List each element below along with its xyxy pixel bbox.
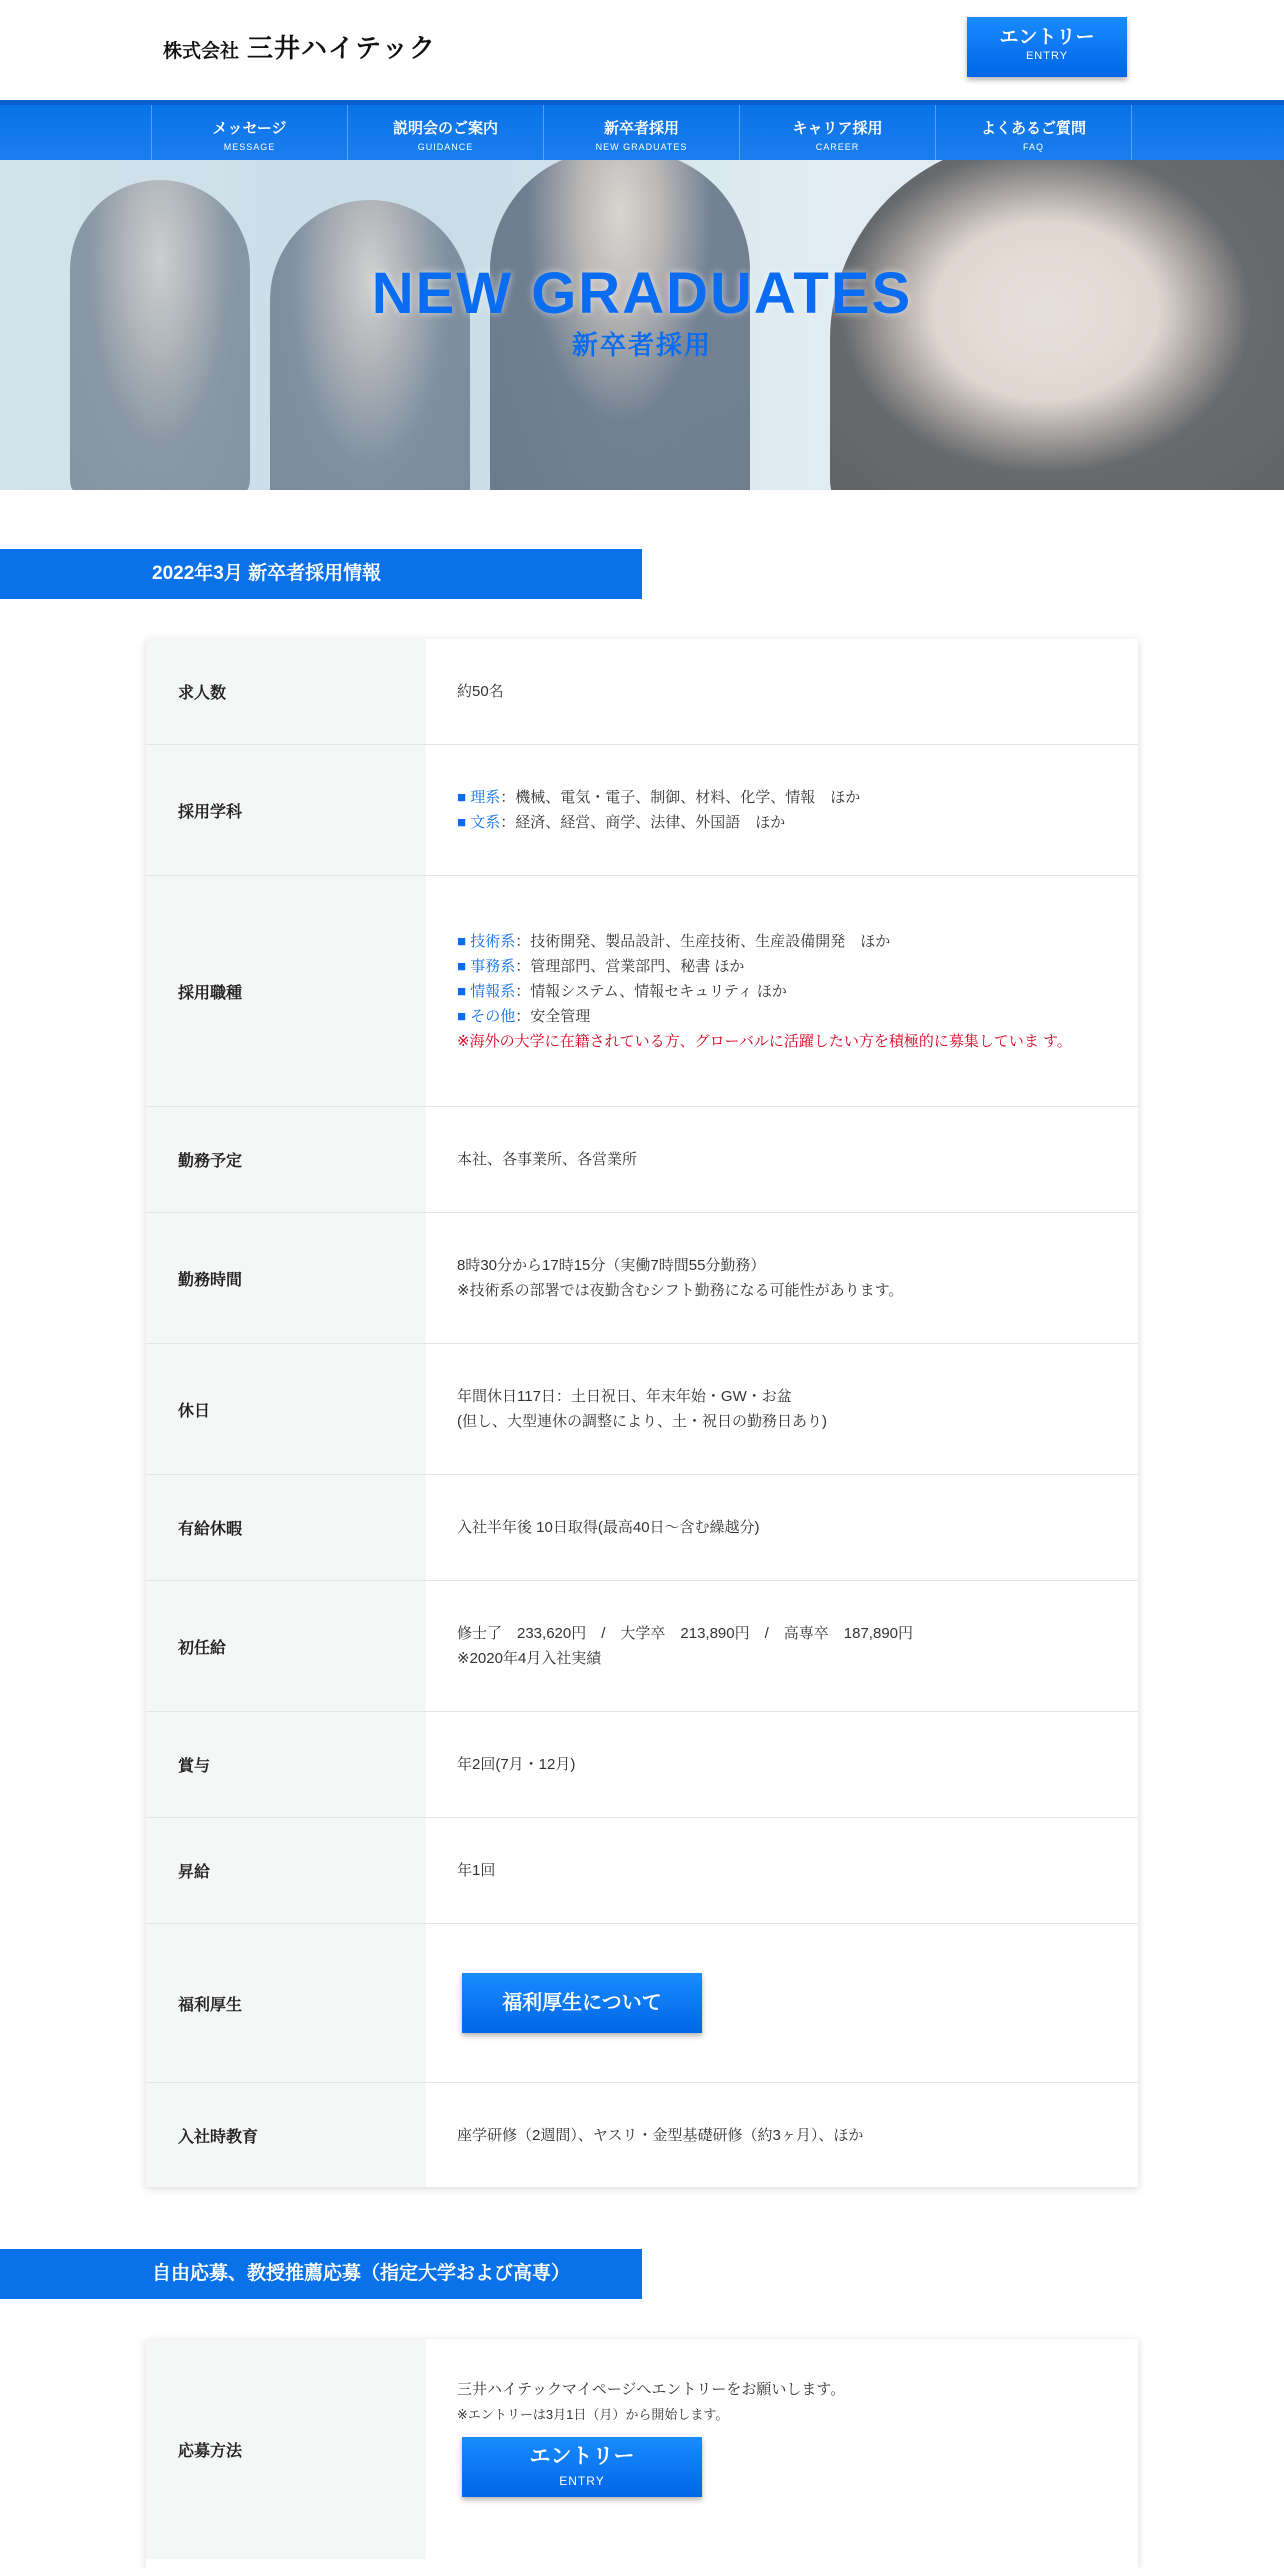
table-row (146, 745, 1138, 876)
nav-item-guidance[interactable] (348, 105, 544, 160)
row-label: 入社時教育 (146, 2083, 426, 2187)
category-label: 技術系 (470, 932, 516, 950)
application-table (146, 2339, 1138, 2568)
row-label: 昇給 (146, 1818, 426, 1923)
value-text: 年2回(7月・12月) (457, 1756, 576, 1773)
bullet-square-icon: ■ (457, 814, 467, 831)
value-text: 本社、各事業所、各営業所 (457, 1151, 638, 1168)
nav-item-new-graduates[interactable] (544, 105, 740, 160)
row-value (426, 1818, 1138, 1923)
row-value (426, 639, 1138, 744)
category-detail: ：管理部門、営業部門、秘書 ほか (515, 957, 745, 975)
bullet-square-icon: ■ (457, 982, 467, 1000)
table-row (146, 1581, 1138, 1712)
category-label: 理系 (470, 789, 501, 806)
logo-prefix: 株式会社 (163, 41, 240, 62)
category-label: 情報系 (470, 982, 516, 1000)
category-detail: ：情報システム、情報セキュリティ ほか (515, 982, 787, 1000)
value-text: 年間休日117日：土日祝日、年末年始・GW・お盆 (457, 1388, 792, 1405)
category-label: その他 (470, 1007, 516, 1025)
entry-button[interactable] (462, 2437, 702, 2497)
hero-title: NEW GRADUATES (371, 261, 913, 326)
nav-label-en: MESSAGE (223, 142, 276, 152)
value-text: ※2020年4月入社実績 (457, 1650, 602, 1667)
nav-item-message[interactable] (152, 105, 348, 160)
row-label: 勤務時間 (146, 1213, 426, 1343)
entry-label-jp: エントリー (529, 2445, 635, 2468)
site-header (0, 0, 1284, 100)
hero-banner (0, 160, 1284, 490)
category-label: 文系 (470, 814, 501, 831)
row-value (426, 2083, 1138, 2187)
value-text: ※技術系の部署では夜勤含むシフト勤務になる可能性があります。 (457, 1282, 904, 1299)
entry-label-jp: エントリー (999, 27, 1095, 48)
list-item (457, 954, 1088, 979)
table-row (146, 1475, 1138, 1581)
nav-label-jp: 説明会のご案内 (392, 120, 498, 137)
entry-label-en: ENTRY (1025, 50, 1069, 62)
row-value (426, 1924, 1138, 2082)
table-row (146, 1924, 1138, 2083)
section-heading: 2022年3月 新卒者採用情報 (0, 549, 642, 599)
nav-label-en: FAQ (1022, 142, 1044, 152)
nav-item-career[interactable] (740, 105, 936, 160)
row-label: 求人数 (146, 639, 426, 744)
value-text: (但し、大型連休の調整により、土・祝日の勤務日あり) (457, 1413, 827, 1430)
row-label: 採用学科 (146, 745, 426, 875)
nav-label-en: GUIDANCE (417, 142, 474, 152)
value-text: 年1回 (457, 1862, 496, 1879)
row-label: 福利厚生 (146, 1924, 426, 2082)
category-label: 事務系 (470, 957, 516, 975)
list-item (457, 929, 1088, 954)
row-label: 賞与 (146, 1712, 426, 1817)
logo-name: 三井ハイテック (247, 33, 437, 63)
row-value (426, 745, 1138, 875)
nav-label-jp: よくあるご質問 (980, 120, 1086, 137)
row-label: 応募方法 (146, 2339, 426, 2559)
nav-label-jp: キャリア採用 (792, 120, 883, 137)
category-detail: ：機械、電気・電子、制御、材料、化学、情報 ほか (500, 789, 861, 806)
nav-item-faq[interactable] (936, 105, 1132, 160)
value-text: 修士了 233,620円 / 大学卒 213,890円 / 高専卒 187,890円 (457, 1625, 914, 1642)
row-value (426, 1344, 1138, 1474)
row-label: 採用職種 (146, 876, 426, 1106)
row-label: 初任給 (146, 1581, 426, 1711)
bullet-square-icon: ■ (457, 789, 467, 806)
list-item (457, 785, 1088, 810)
header-entry-button[interactable] (967, 17, 1127, 77)
nav-label-jp: メッセージ (212, 120, 287, 137)
company-logo[interactable] (163, 28, 437, 63)
row-value (426, 1712, 1138, 1817)
value-text: 入社半年後 10日取得(最高40日～含む繰越分) (457, 1519, 760, 1536)
table-row (146, 639, 1138, 745)
row-label: 休日 (146, 1344, 426, 1474)
list-item (457, 1004, 1088, 1029)
nav-label-en: NEW GRADUATES (595, 142, 688, 152)
welfare-button[interactable]: 福利厚生について (462, 1973, 702, 2033)
section-heading: 自由応募、教授推薦応募（指定大学および高専） (0, 2249, 642, 2299)
global-nav (0, 100, 1284, 160)
recruit-info-table (146, 639, 1138, 2187)
list-item (457, 810, 1088, 835)
category-detail: ：経済、経営、商学、法律、外国語 ほか (500, 814, 786, 831)
table-row (146, 2083, 1138, 2187)
row-value (426, 1475, 1138, 1580)
hero-subtitle: 新卒者採用 (571, 330, 712, 360)
bullet-square-icon: ■ (457, 932, 467, 950)
row-value (426, 1107, 1138, 1212)
row-label: 有給休暇 (146, 1475, 426, 1580)
note-text: ※エントリーは3月1日（月）から開始します。 (457, 2407, 729, 2422)
bullet-square-icon: ■ (457, 957, 467, 975)
table-row (146, 1344, 1138, 1475)
row-value (426, 1213, 1138, 1343)
value-text: 約50名 (457, 683, 504, 700)
table-row (146, 2339, 1138, 2559)
nav-label-en: CAREER (815, 142, 860, 152)
row-label: 勤務予定 (146, 1107, 426, 1212)
table-row (146, 876, 1138, 1107)
entry-label-en: ENTRY (559, 2474, 605, 2488)
bullet-square-icon: ■ (457, 1007, 467, 1025)
nav-label-jp: 新卒者採用 (603, 120, 679, 137)
category-detail: ：技術開発、製品設計、生産技術、生産設備開発 ほか (515, 932, 891, 950)
row-value (426, 876, 1138, 1106)
note-text: ※海外の大学に在籍されている方、グローバルに活躍したい方を積極的に募集していま す。 (457, 1032, 1072, 1050)
value-text: 座学研修（2週間）、ヤスリ・金型基礎研修（約3ヶ月）、ほか (457, 2126, 864, 2144)
row-value (426, 2339, 1138, 2559)
table-row (146, 1818, 1138, 1924)
category-detail: ：安全管理 (515, 1007, 591, 1025)
list-item (457, 979, 1088, 1004)
row-value (426, 1581, 1138, 1711)
table-row (146, 1712, 1138, 1818)
table-row (146, 1107, 1138, 1213)
value-text: 8時30分から17時15分（実働7時間55分勤務） (457, 1257, 766, 1274)
table-row (146, 1213, 1138, 1344)
value-text: 三井ハイテックマイページへエントリーをお願いします。 (457, 2381, 846, 2398)
